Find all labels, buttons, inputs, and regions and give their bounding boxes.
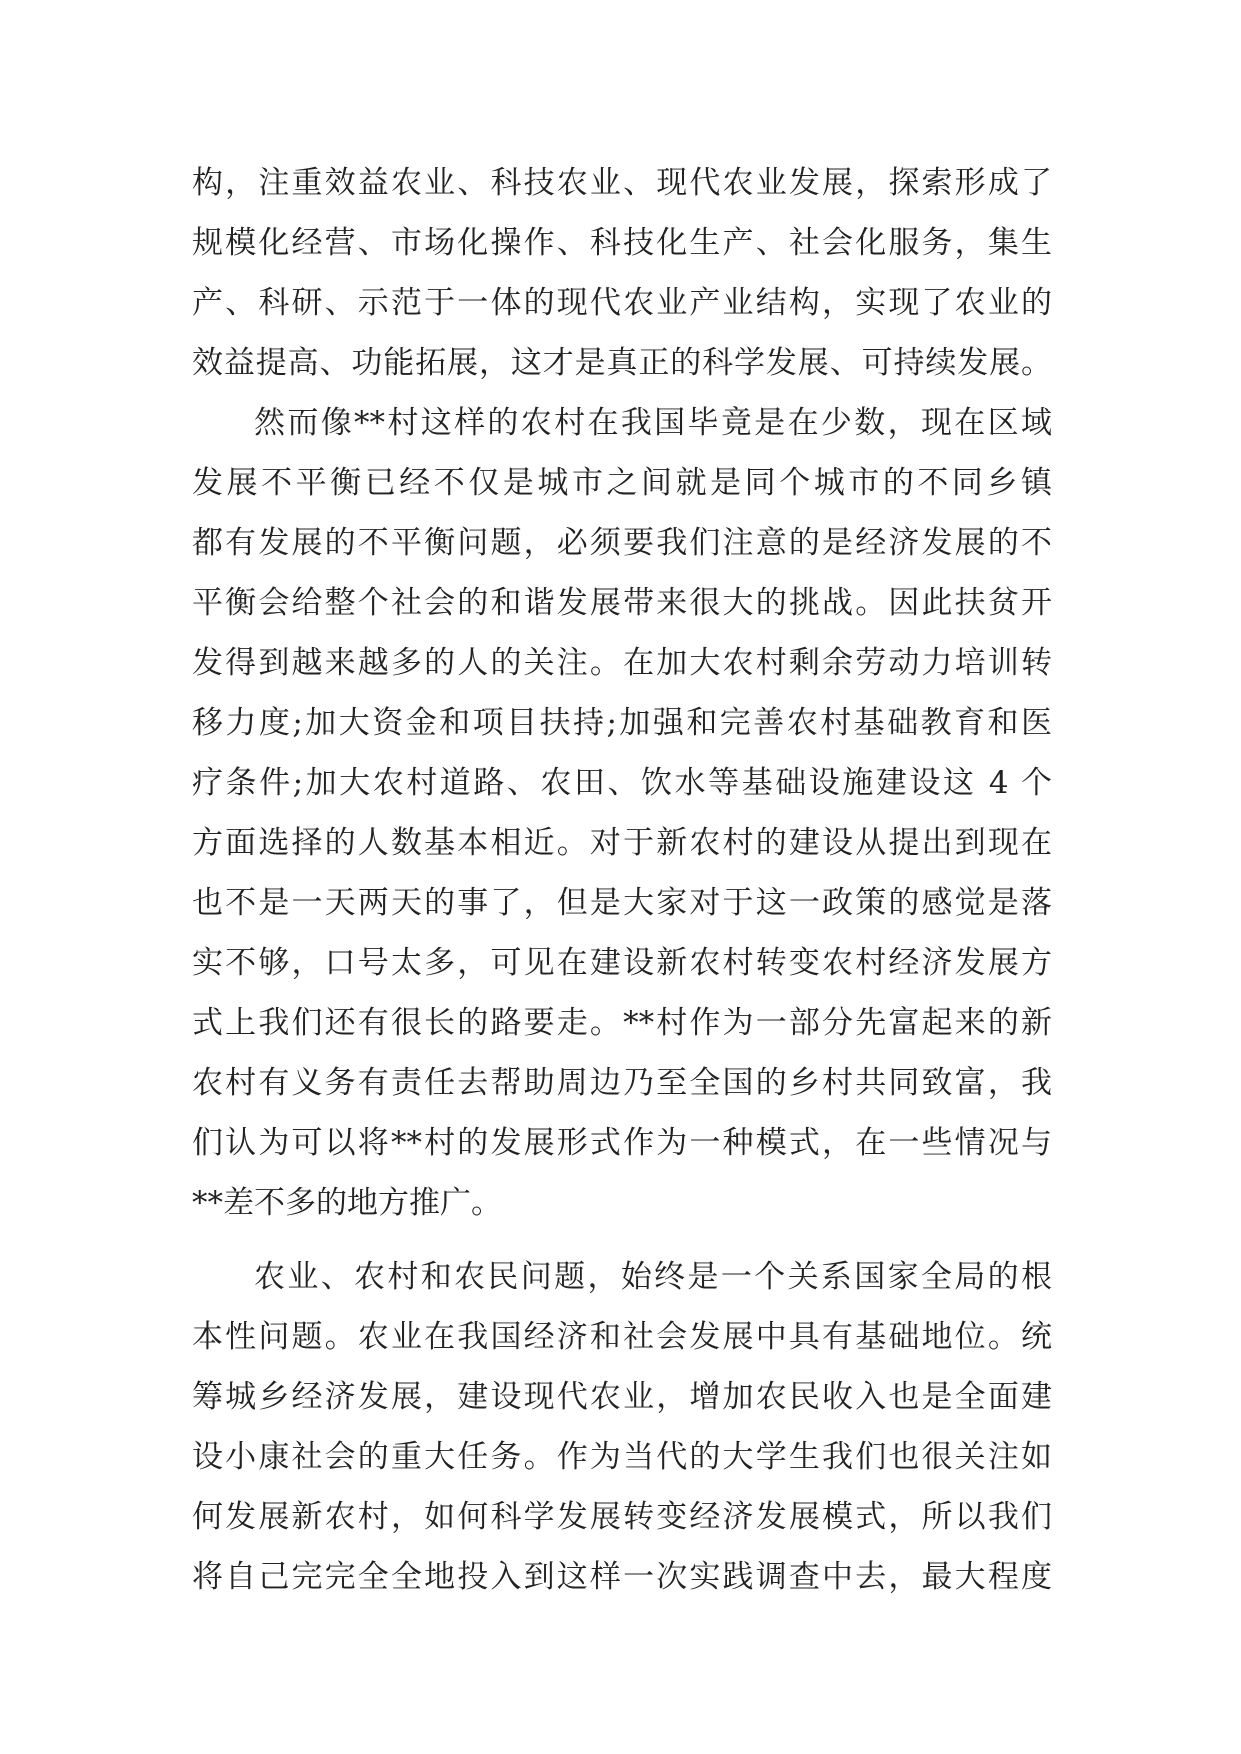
document-body [192, 153, 1052, 1607]
paragraph-3 [192, 1247, 1052, 1607]
paragraph-gap [192, 1233, 1052, 1247]
text-line: 方面选择的人数基本相近。对于新农村的建设从提出到现在 [192, 825, 1052, 861]
text-line: 构，注重效益农业、科技农业、现代农业发展，探索形成了 [192, 165, 1052, 201]
text-line: 疗条件;加大农村道路、农田、饮水等基础设施建设这 4 个 [192, 765, 1052, 801]
text-line: 发展不平衡已经不仅是城市之间就是同个城市的不同乡镇 [192, 465, 1052, 501]
text-line: 实不够，口号太多，可见在建设新农村转变农村经济发展方 [192, 945, 1052, 981]
text-line: 们认为可以将**村的发展形式作为一种模式，在一些情况与 [192, 1125, 1052, 1161]
text-line: 效益提高、功能拓展，这才是真正的科学发展、可持续发展。 [192, 345, 1052, 381]
text-line: 筹城乡经济发展，建设现代农业，增加农民收入也是全面建 [192, 1379, 1052, 1415]
paragraph-2 [192, 393, 1052, 1233]
text-line: 将自己完完全全地投入到这样一次实践调查中去，最大程度 [192, 1559, 1052, 1595]
text-line: 也不是一天两天的事了，但是大家对于这一政策的感觉是落 [192, 885, 1052, 921]
text-line: 本性问题。农业在我国经济和社会发展中具有基础地位。统 [192, 1319, 1052, 1355]
text-line: 都有发展的不平衡问题，必须要我们注意的是经济发展的不 [192, 525, 1052, 561]
text-line: 规模化经营、市场化操作、科技化生产、社会化服务，集生 [192, 225, 1052, 261]
text-line: 然而像**村这样的农村在我国毕竟是在少数，现在区域 [254, 405, 1052, 441]
text-line: 何发展新农村，如何科学发展转变经济发展模式，所以我们 [192, 1499, 1052, 1535]
text-line: 产、科研、示范于一体的现代农业产业结构，实现了农业的 [192, 285, 1052, 321]
text-line: **差不多的地方推广。 [192, 1185, 502, 1221]
text-line: 农村有义务有责任去帮助周边乃至全国的乡村共同致富，我 [192, 1065, 1052, 1101]
text-line: 移力度;加大资金和项目扶持;加强和完善农村基础教育和医 [192, 705, 1052, 741]
text-line: 农业、农村和农民问题，始终是一个关系国家全局的根 [254, 1259, 1052, 1295]
paragraph-1 [192, 153, 1052, 393]
text-line: 发得到越来越多的人的关注。在加大农村剩余劳动力培训转 [192, 645, 1052, 681]
text-line: 设小康社会的重大任务。作为当代的大学生我们也很关注如 [192, 1439, 1052, 1475]
text-line: 式上我们还有很长的路要走。**村作为一部分先富起来的新 [192, 1005, 1052, 1041]
text-line: 平衡会给整个社会的和谐发展带来很大的挑战。因此扶贫开 [192, 585, 1052, 621]
